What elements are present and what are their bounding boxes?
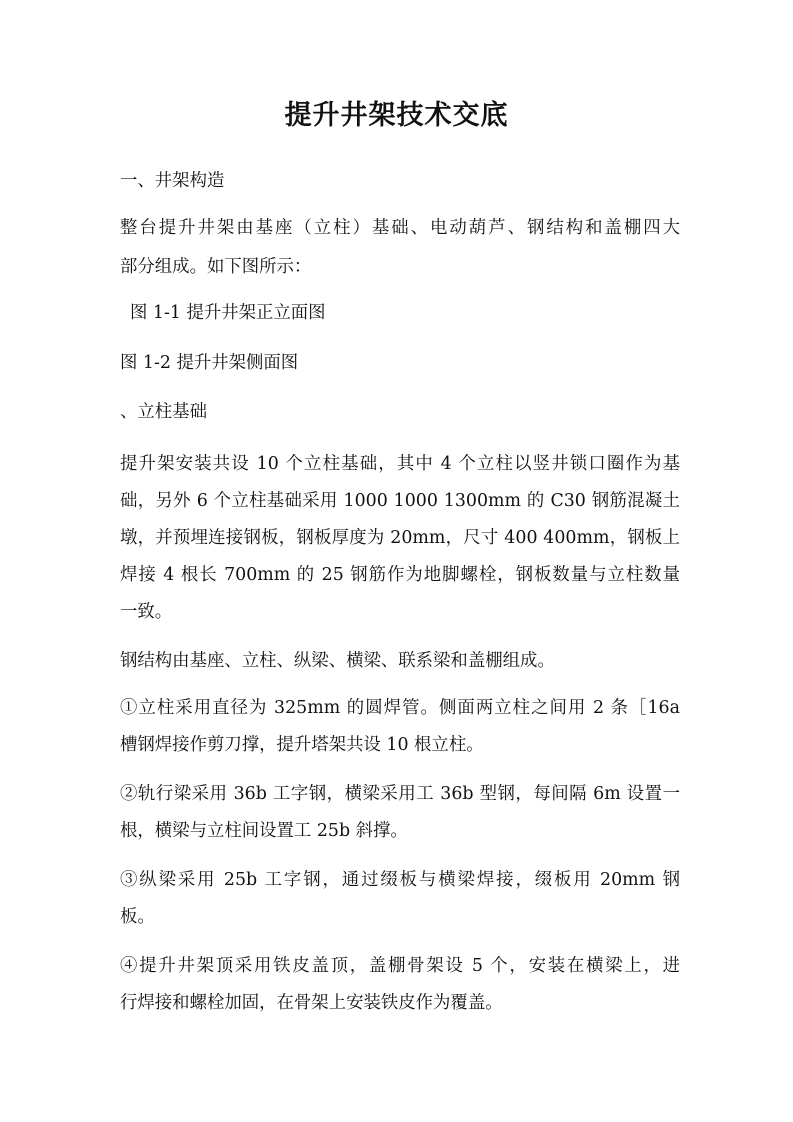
paragraph-line: 钢结构由基座、立柱、纵梁、横梁、联系梁和盖棚组成。 — [120, 651, 555, 671]
section-heading-structure: 一、井架构造 — [120, 171, 225, 191]
paragraph-line: ④提升井架顶采用铁皮盖顶，盖棚骨架设 5 个，安装在横梁上，进 — [120, 956, 680, 976]
figure-caption-front: 图 1-1 提升井架正立面图 — [130, 303, 326, 323]
paragraph-line: 板。 — [120, 907, 155, 927]
paragraph-line: 一致。 — [120, 602, 173, 622]
paragraph-line: ②轨行梁采用 36b 工字钢，横梁采用工 36b 型钢，每间隔 6m 设置一 — [120, 784, 680, 804]
paragraph-line: 整台提升井架由基座（立柱）基础、电动葫芦、钢结构和盖棚四大 — [120, 218, 680, 238]
figure-caption-side: 图 1-2 提升井架侧面图 — [120, 353, 299, 373]
paragraph-line: 槽钢焊接作剪刀撑，提升塔架共设 10 根立柱。 — [120, 735, 484, 755]
paragraph-line: 墩，并预埋连接钢板，钢板厚度为 20mm，尺寸 400 400mm，钢板上 — [120, 528, 680, 548]
section-heading-foundation: 、立柱基础 — [120, 402, 207, 422]
page-title: 提升井架技术交底 — [284, 100, 509, 131]
paragraph-line: 根，横梁与立柱间设置工 25b 斜撑。 — [120, 821, 408, 841]
paragraph-line: 础，另外 6 个立柱基础采用 1000 1000 1300mm 的 C30 钢筋混凝土 — [120, 491, 680, 511]
paragraph-line: 部分组成。如下图所示： — [120, 257, 312, 277]
paragraph-line: ③纵梁采用 25b 工字钢，通过缀板与横梁焊接，缀板用 20mm 钢 — [120, 870, 680, 890]
paragraph-line: 行焊接和螺栓加固，在骨架上安装铁皮作为覆盖。 — [120, 993, 503, 1013]
paragraph-line: 焊接 4 根长 700mm 的 25 钢筋作为地脚螺栓，钢板数量与立柱数量 — [120, 565, 680, 585]
paragraph-line: ①立柱采用直径为 325mm 的圆焊管。侧面两立柱之间用 2 条［16a — [120, 698, 680, 718]
paragraph-line: 提升架安装共设 10 个立柱基础，其中 4 个立柱以竖井锁口圈作为基 — [120, 454, 680, 474]
